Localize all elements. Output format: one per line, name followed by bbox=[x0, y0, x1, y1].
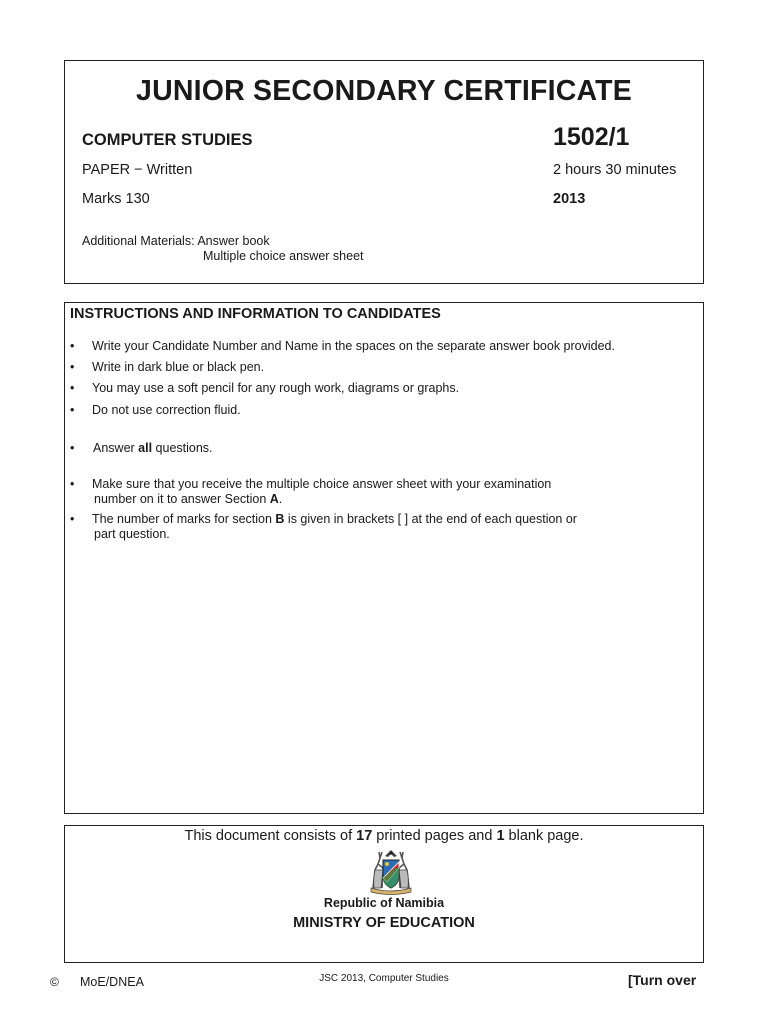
instruction-text: Write in dark blue or black pen. bbox=[92, 360, 265, 374]
bullet: • bbox=[70, 477, 75, 491]
republic-name: Republic of Namibia bbox=[323, 896, 445, 910]
exam-duration: 2 hours 30 minutes bbox=[553, 162, 677, 178]
additional-materials-2: Multiple choice answer sheet bbox=[203, 249, 364, 263]
instruction-text-cont: number on it to answer Section A. bbox=[94, 492, 283, 506]
instructions-heading: INSTRUCTIONS AND INFORMATION TO CANDIDATES bbox=[70, 306, 441, 322]
instruction-text: The number of marks for section B is given in brackets [ ] at the end of each question or bbox=[92, 512, 577, 526]
total-marks: Marks 130 bbox=[82, 191, 150, 207]
namibia-coat-of-arms-icon bbox=[365, 848, 417, 896]
subject-name: COMPUTER STUDIES bbox=[82, 131, 253, 149]
turn-over-text: [Turn over bbox=[628, 972, 697, 988]
exam-title: JUNIOR SECONDARY CERTIFICATE bbox=[136, 75, 632, 107]
footer-center-text: JSC 2013, Computer Studies bbox=[319, 973, 449, 984]
bullet: • bbox=[70, 403, 75, 417]
exam-header-box bbox=[64, 60, 704, 284]
bullet: • bbox=[70, 339, 75, 353]
instruction-text-cont: part question. bbox=[94, 527, 170, 541]
bullet: • bbox=[70, 441, 75, 455]
bullet: • bbox=[70, 360, 75, 374]
paper-code: 1502/1 bbox=[553, 123, 630, 151]
additional-materials: Additional Materials: Answer book bbox=[82, 234, 270, 248]
document-info-box bbox=[64, 825, 704, 963]
copyright-symbol: © bbox=[50, 975, 59, 989]
instruction-text: You may use a soft pencil for any rough work, diagrams or graphs. bbox=[92, 381, 460, 395]
page-count-line: This document consists of 17 printed pages and 1 blank page. bbox=[184, 828, 584, 844]
copyright-org: MoE/DNEA bbox=[80, 975, 144, 989]
ministry-name: MINISTRY OF EDUCATION bbox=[293, 915, 475, 931]
instruction-text: Write your Candidate Number and Name in the spaces on the separate answer book provided. bbox=[92, 339, 615, 353]
instruction-text: Make sure that you receive the multiple choice answer sheet with your examination bbox=[92, 477, 552, 491]
paper-type: PAPER − Written bbox=[82, 162, 193, 178]
bullet: • bbox=[70, 381, 75, 395]
bullet: • bbox=[70, 512, 75, 526]
instructions-box bbox=[64, 302, 704, 814]
instruction-text: Do not use correction fluid. bbox=[92, 403, 241, 417]
exam-year: 2013 bbox=[553, 191, 586, 207]
instruction-text: Answer all questions. bbox=[93, 441, 213, 455]
